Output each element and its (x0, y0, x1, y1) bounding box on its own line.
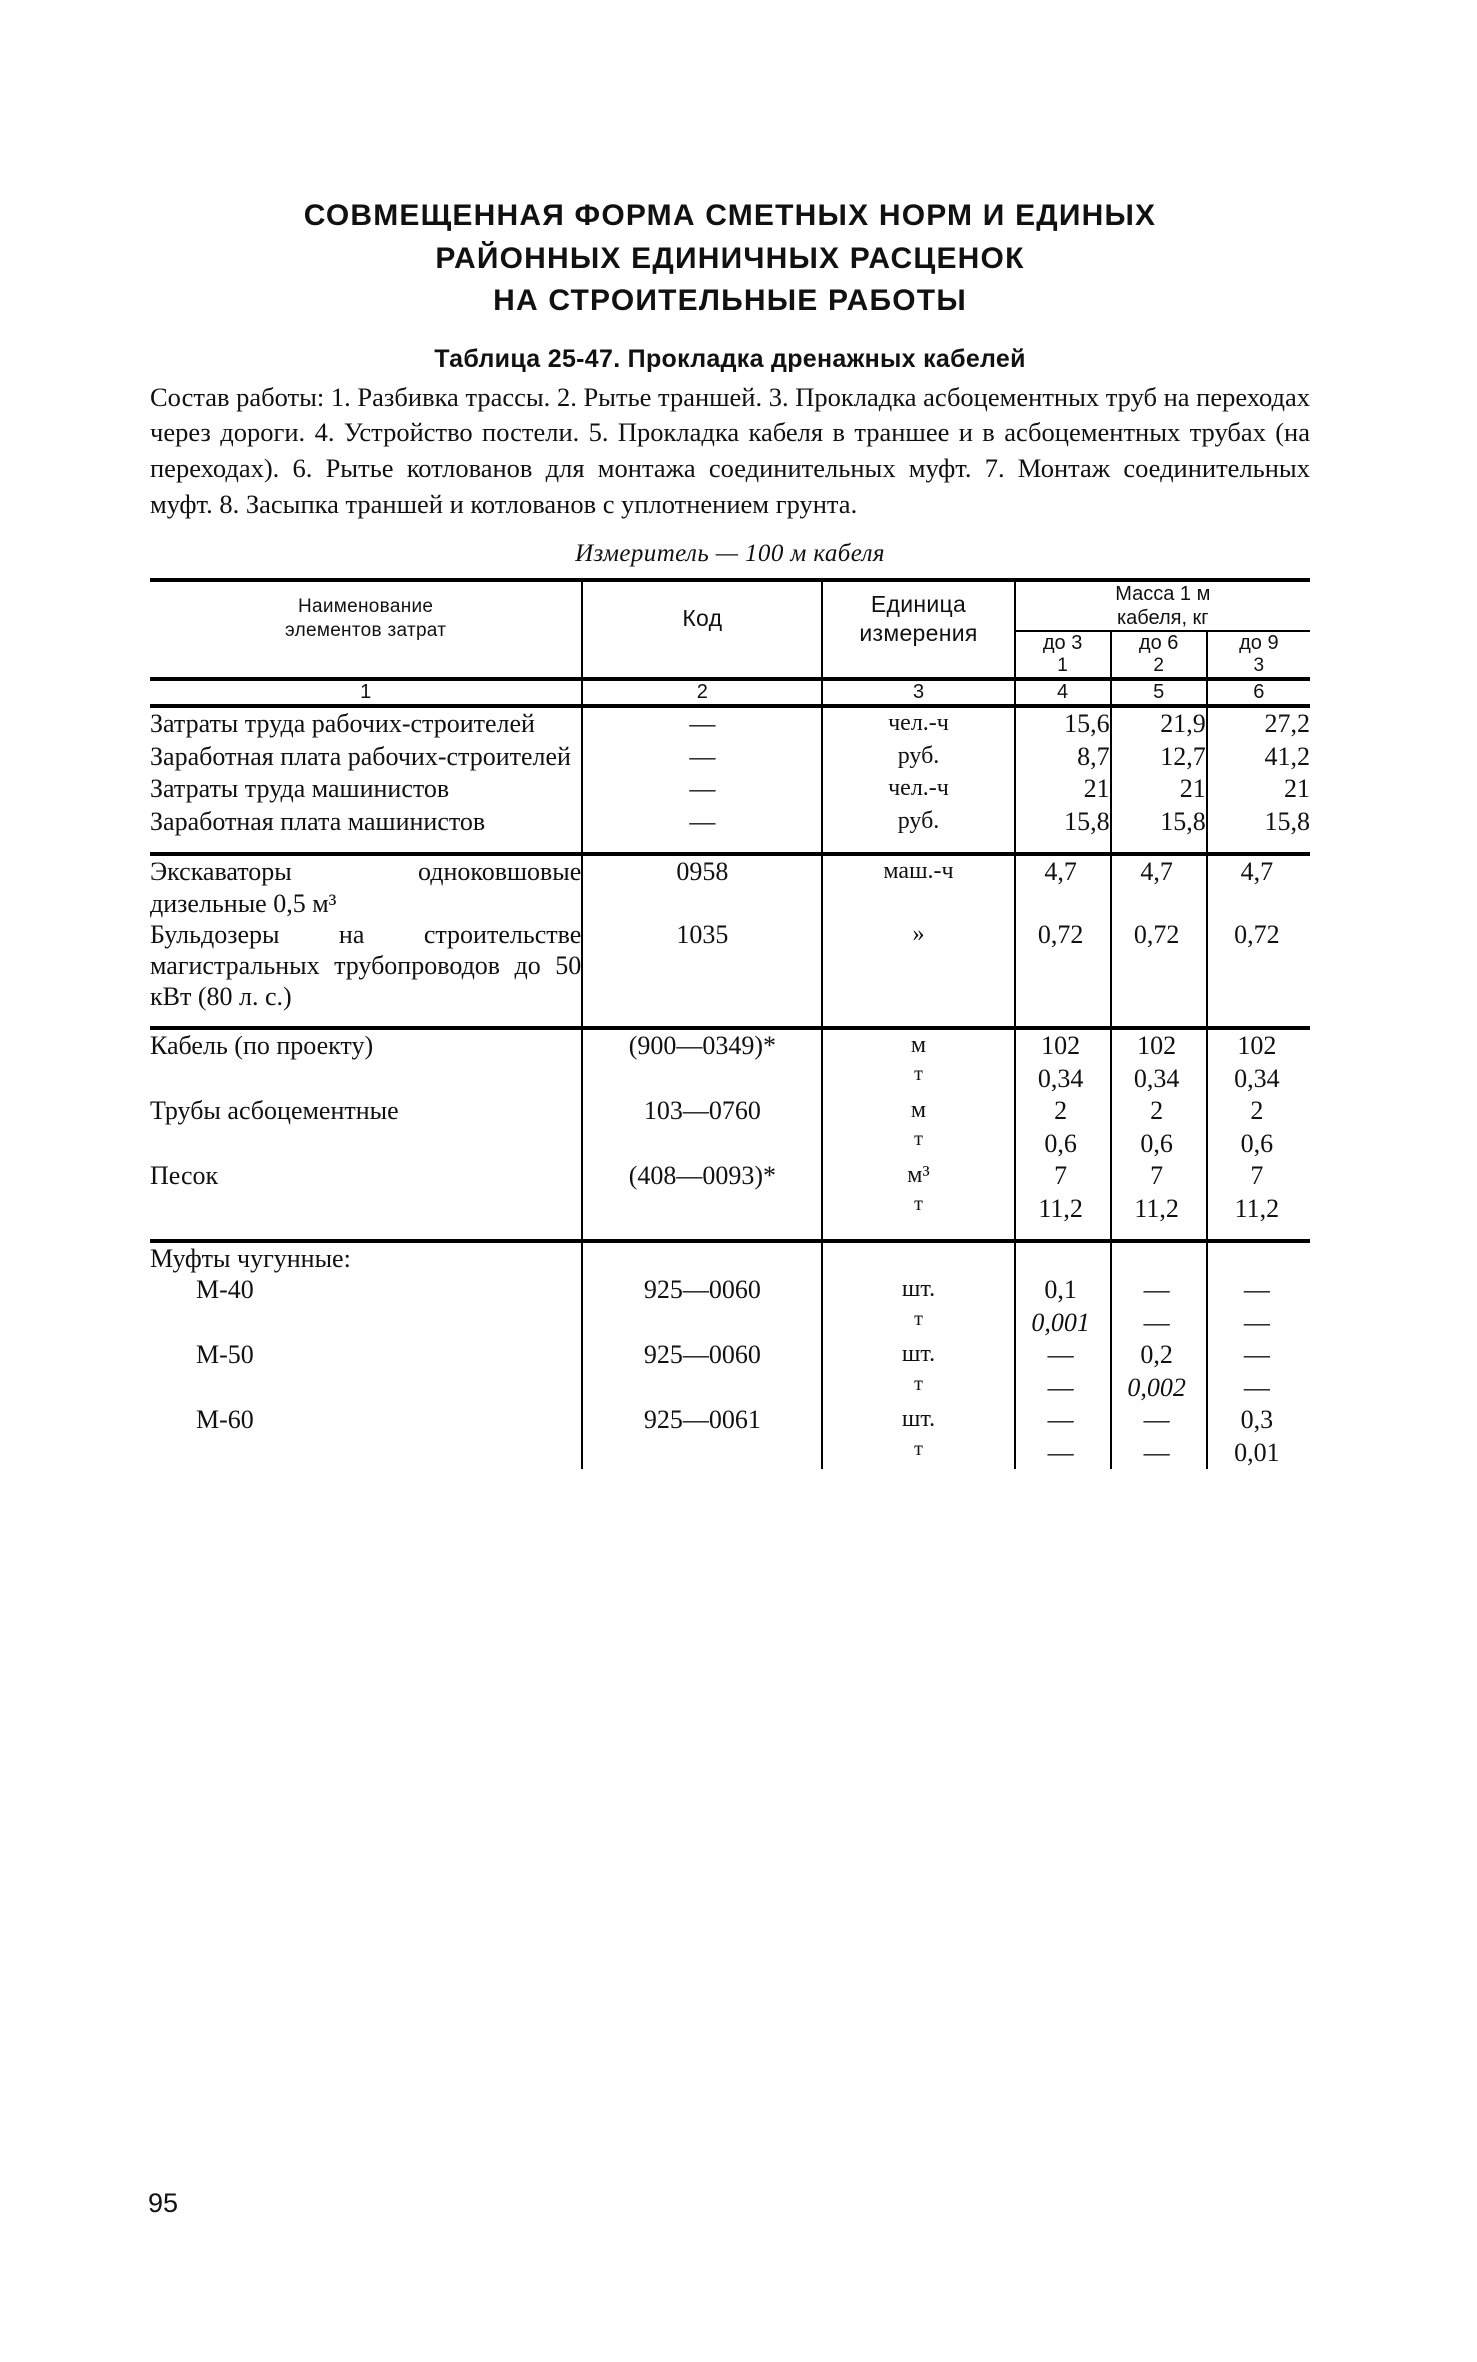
row-code: 0958 (582, 854, 822, 918)
table-row (150, 919, 1310, 1013)
row-value-1 (1015, 1241, 1111, 1274)
table-header-massnum-row (150, 655, 1310, 679)
row-value-2-secondary: 0,6 (1140, 1128, 1173, 1158)
measure-unit-label: Измеритель — 100 м кабеля (575, 540, 885, 568)
row-value-1-primary: — (1047, 1340, 1074, 1370)
row-value-3: 41,2 (1207, 741, 1310, 774)
row-value-1 (1015, 1404, 1111, 1469)
row-value-2: 0,72 (1111, 919, 1207, 1013)
colnum-3: 3 (822, 679, 1014, 706)
row-name: Экскаваторы одноковшовые дизельные 0,5 м³ (150, 854, 582, 918)
row-value-2: 21 (1111, 773, 1207, 806)
row-name (150, 1274, 582, 1339)
row-unit-secondary: т (914, 1307, 923, 1330)
row-unit-secondary: т (914, 1193, 923, 1216)
row-value-2-primary: 0,2 (1140, 1340, 1173, 1370)
row-unit-secondary: т (914, 1063, 923, 1086)
table-row (150, 1339, 1310, 1404)
title-line-2: РАЙОННЫХ ЕДИНИЧНЫХ РАСЦЕНОК (435, 241, 1025, 275)
title-line-3: НА СТРОИТЕЛЬНЫЕ РАБОТЫ (493, 284, 967, 318)
row-value-3: 4,7 (1207, 854, 1310, 918)
table-row (150, 1095, 1310, 1160)
header-mass-num-2: 2 (1111, 655, 1207, 679)
row-value-2 (1111, 1241, 1207, 1274)
row-value-2-secondary: — (1143, 1307, 1170, 1337)
row-value-3 (1207, 1274, 1310, 1339)
gap-code (582, 1225, 822, 1241)
row-unit (822, 1241, 1014, 1274)
header-name-cell (150, 580, 582, 655)
row-value-3: 21 (1207, 773, 1310, 806)
row-code: 1035 (582, 919, 822, 1013)
row-name-label: М-50 (196, 1340, 254, 1370)
row-value-3-secondary: — (1243, 1307, 1270, 1337)
row-code: 925—0060 (582, 1274, 822, 1339)
row-unit-primary: шт. (901, 1406, 936, 1433)
header-mass-num-1: 1 (1015, 655, 1111, 679)
colnum-4: 4 (1015, 679, 1111, 706)
row-unit: чел.-ч (822, 773, 1014, 806)
row-value-3-primary: — (1243, 1275, 1270, 1305)
table-row (150, 1160, 1310, 1225)
spacer-code (582, 655, 822, 679)
section-gap (150, 1012, 1310, 1028)
row-code: 103—0760 (582, 1095, 822, 1160)
row-value-1-secondary: 0,34 (1037, 1063, 1084, 1093)
row-value-1-primary: 0,1 (1044, 1275, 1077, 1305)
row-value-2: 4,7 (1111, 854, 1207, 918)
section-gap (150, 1225, 1310, 1241)
gap-unit (822, 1225, 1014, 1241)
row-code: — (582, 806, 822, 839)
header-code-cell: Код (582, 580, 822, 655)
row-value-3-primary: 102 (1237, 1031, 1277, 1061)
gap-unit (822, 1012, 1014, 1028)
row-unit (822, 1095, 1014, 1160)
row-unit (822, 1339, 1014, 1404)
gap-unit (822, 838, 1014, 854)
row-value-1: 0,72 (1015, 919, 1111, 1013)
title-line-1: СОВМЕЩЕННАЯ ФОРМА СМЕТНЫХ НОРМ И ЕДИНЫХ (303, 199, 1157, 232)
row-name: Заработная плата рабочих-строителей (150, 741, 571, 771)
norms-table (150, 578, 1310, 1469)
header-mass-line1: Масса 1 м (1115, 583, 1211, 606)
row-value-1-secondary: — (1047, 1437, 1074, 1467)
table-row (150, 773, 1310, 806)
gap-v2 (1111, 1012, 1207, 1028)
gap-code (582, 838, 822, 854)
row-unit-secondary: т (914, 1372, 923, 1395)
table-row (150, 1404, 1310, 1469)
header-mass-line2: кабеля, кг (1116, 607, 1209, 630)
row-value-1-primary: — (1047, 1405, 1074, 1435)
row-value-3-primary: 7 (1250, 1161, 1264, 1191)
row-value-3-secondary: — (1243, 1372, 1270, 1402)
row-value-3-secondary: 0,34 (1234, 1063, 1280, 1093)
table-row (150, 806, 1310, 839)
row-value-3 (1207, 1160, 1310, 1225)
spacer-unit (822, 655, 1014, 679)
header-mass-group (1015, 580, 1310, 631)
gap-v1 (1015, 1225, 1111, 1241)
row-value-3 (1207, 1028, 1310, 1095)
work-composition-text: Состав работы: 1. Разбивка трассы. 2. Рытье траншей. 3. Прокладка асбоцементных труб на переходах через дороги. 4. Устройство постели. 5. Прокладка кабеля в траншее и в асбоцементных трубах (на переходах). 6. Рытье котлованов для монтажа соединительных муфт. 7. Монтаж соединительных муфт. 8. Засыпка траншей и котлованов с уплотнением грунта. (150, 381, 1310, 519)
row-unit-secondary: т (914, 1437, 923, 1460)
gap-name (150, 1012, 582, 1028)
row-unit-primary: м (910, 1097, 927, 1124)
row-value-3 (1207, 1095, 1310, 1160)
row-name: Кабель (по проекту) (150, 1028, 582, 1095)
row-value-3-secondary: 0,01 (1234, 1437, 1280, 1467)
header-mass-num-3: 3 (1207, 655, 1310, 679)
row-value-1-secondary: 0,001 (1031, 1307, 1090, 1337)
row-value-2-primary: — (1143, 1405, 1170, 1435)
row-value-2-primary: 2 (1150, 1096, 1164, 1126)
row-unit: руб. (822, 806, 1014, 839)
gap-v2 (1111, 838, 1207, 854)
row-unit (822, 1404, 1014, 1469)
row-value-2-primary: 7 (1150, 1161, 1164, 1191)
row-value-2 (1111, 1274, 1207, 1339)
row-value-1-secondary: 0,6 (1044, 1128, 1077, 1158)
row-value-3-primary: — (1243, 1340, 1270, 1370)
section-gap (150, 838, 1310, 854)
header-mass-col-2: до 6 (1111, 631, 1207, 655)
row-value-2-secondary: — (1143, 1437, 1170, 1467)
row-name: Трубы асбоцементные (150, 1096, 399, 1126)
table-row (150, 1274, 1310, 1339)
row-value-3: 27,2 (1207, 706, 1310, 741)
header-mass-col-1: до 3 (1015, 631, 1111, 655)
row-code: — (582, 706, 822, 741)
row-value-2-secondary: 0,002 (1127, 1372, 1186, 1402)
document-page (150, 195, 1310, 1469)
gap-v3 (1207, 838, 1310, 854)
table-row (150, 1028, 1310, 1095)
row-value-3: 15,8 (1207, 806, 1310, 839)
row-unit-secondary: т (914, 1128, 923, 1151)
row-name: Бульдозеры на строительстве магистральных трубопроводов до 50 кВт (80 л. с.) (150, 919, 582, 1012)
row-value-2-primary: 102 (1137, 1031, 1177, 1061)
row-name: Заработная плата машинистов (150, 806, 486, 836)
gap-name (150, 838, 582, 854)
row-unit: чел.-ч (822, 706, 1014, 741)
row-code (582, 1241, 822, 1274)
row-value-2 (1111, 1404, 1207, 1469)
row-value-3-secondary: 11,2 (1234, 1193, 1280, 1223)
row-name: Затраты труда машинистов (150, 774, 450, 804)
row-value-2-secondary: 11,2 (1134, 1193, 1179, 1223)
row-value-1-primary: 102 (1041, 1031, 1081, 1061)
table-row (150, 741, 1310, 774)
row-name (150, 1339, 582, 1404)
row-value-1-secondary: 11,2 (1038, 1193, 1083, 1223)
row-code: — (582, 773, 822, 806)
row-value-2: 12,7 (1111, 741, 1207, 774)
row-value-3-secondary: 0,6 (1240, 1128, 1274, 1158)
row-value-3 (1207, 1241, 1310, 1274)
row-value-2 (1111, 1339, 1207, 1404)
row-unit (822, 1274, 1014, 1339)
row-value-1: 15,8 (1015, 806, 1111, 839)
header-unit-line2: измерения (859, 619, 978, 646)
table-row (150, 854, 1310, 918)
row-value-1 (1015, 1160, 1111, 1225)
row-group-header: Муфты чугунные: (150, 1241, 582, 1274)
row-value-2-primary: — (1143, 1275, 1170, 1305)
row-value-2: 21,9 (1111, 706, 1207, 741)
row-unit-primary: м (910, 1032, 927, 1059)
page-title (150, 195, 1310, 323)
table-caption: Таблица 25-47. Прокладка дренажных кабелей (434, 344, 1026, 373)
colnum-2: 2 (582, 679, 822, 706)
row-unit (822, 1028, 1014, 1095)
row-code: (900—0349)* (582, 1028, 822, 1095)
gap-v1 (1015, 838, 1111, 854)
row-code: 925—0061 (582, 1404, 822, 1469)
row-value-2 (1111, 1160, 1207, 1225)
row-value-3 (1207, 1404, 1310, 1469)
table-row (150, 706, 1310, 741)
gap-v3 (1207, 1225, 1310, 1241)
row-name-label: М-60 (196, 1405, 254, 1435)
row-value-1 (1015, 1028, 1111, 1095)
row-code: — (582, 741, 822, 774)
table-header-row (150, 580, 1310, 631)
header-name-line2: элементов затрат (285, 619, 447, 641)
row-value-3-primary: 0,3 (1240, 1405, 1274, 1435)
row-unit-primary: м³ (907, 1162, 930, 1189)
row-unit-primary: шт. (901, 1276, 936, 1303)
header-unit-line1: Единица (870, 591, 967, 618)
row-unit-primary: шт. (901, 1341, 936, 1368)
header-name-line1: Наименование (297, 596, 434, 618)
row-value-3-primary: 2 (1250, 1096, 1264, 1126)
page-number: 95 (148, 2188, 179, 2218)
row-value-3 (1207, 1339, 1310, 1404)
gap-name (150, 1225, 582, 1241)
gap-v2 (1111, 1225, 1207, 1241)
row-name-label: М-40 (196, 1275, 254, 1305)
header-unit-cell (822, 580, 1014, 655)
row-unit: » (822, 919, 1014, 1013)
header-mass-col-3: до 9 (1207, 631, 1310, 655)
row-value-2 (1111, 1095, 1207, 1160)
row-value-1-primary: 2 (1054, 1096, 1068, 1126)
colnum-6: 6 (1207, 679, 1310, 706)
row-value-1-primary: 7 (1054, 1161, 1068, 1191)
row-value-1: 8,7 (1015, 741, 1111, 774)
row-value-2: 15,8 (1111, 806, 1207, 839)
row-name: Затраты труда рабочих-строителей (150, 706, 582, 741)
row-value-1-secondary: — (1047, 1372, 1074, 1402)
row-value-1 (1015, 1274, 1111, 1339)
row-value-3: 0,72 (1207, 919, 1310, 1013)
row-unit (822, 1160, 1014, 1225)
gap-code (582, 1012, 822, 1028)
row-value-1: 21 (1015, 773, 1111, 806)
row-code: (408—0093)* (582, 1160, 822, 1225)
row-value-1: 15,6 (1015, 706, 1111, 741)
colnum-5: 5 (1111, 679, 1207, 706)
table-row (150, 1241, 1310, 1274)
spacer-name (150, 655, 582, 679)
row-value-1 (1015, 1339, 1111, 1404)
gap-v3 (1207, 1012, 1310, 1028)
gap-v1 (1015, 1012, 1111, 1028)
row-code: 925—0060 (582, 1339, 822, 1404)
row-name (150, 1404, 582, 1469)
row-value-2 (1111, 1028, 1207, 1095)
row-value-1 (1015, 1095, 1111, 1160)
colnum-1: 1 (150, 679, 582, 706)
row-unit: маш.-ч (822, 854, 1014, 918)
row-value-2-secondary: 0,34 (1133, 1063, 1180, 1093)
row-name: Песок (150, 1161, 219, 1191)
column-number-row (150, 679, 1310, 706)
row-value-1: 4,7 (1015, 854, 1111, 918)
row-unit: руб. (822, 741, 1014, 774)
